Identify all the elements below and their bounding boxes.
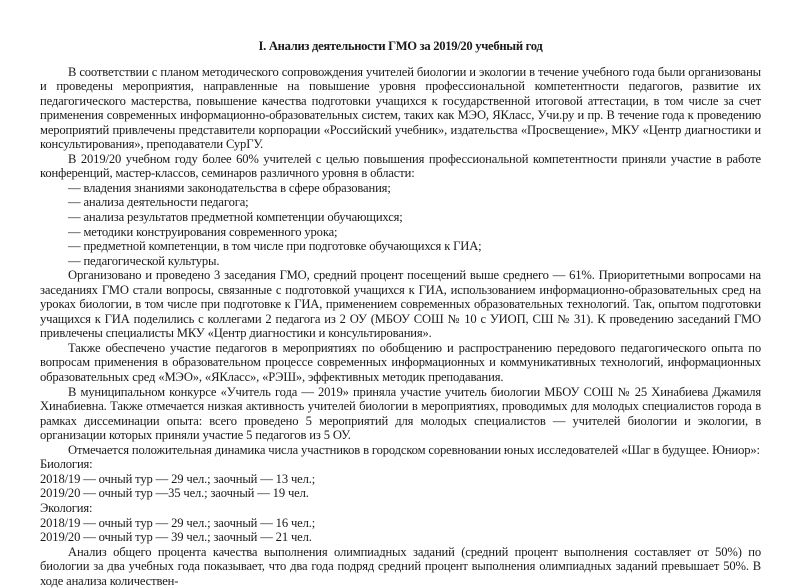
paragraph-step-to-future: Отмечается положительная динамика числа участников в городском соревновании юных исследователей «Шаг в будущее. Юниор»: [68, 442, 760, 457]
list-item: — предметной компетенции, в том числе при подготовке обучающихся к ГИА; [68, 239, 482, 254]
biology-label: Биология: [40, 457, 93, 472]
ecology-label: Экология: [40, 500, 93, 515]
paragraph-gmo-meetings: Организовано и проведено 3 заседания ГМО, средний процент посещений выше среднего — 61%. Приоритетными вопросами на заседаниях ГМО стали вопросы, связанные с подготовкой учащихся к ГИА, использованием информационно-образовательных сред на уроках биологии, в том числе при подготовке к ГИА, применением современных образовательных технологий. Так, опытом подготовки учащихся к ГИА поделились с коллегами 2 педагога из 2 ОУ (МБОУ СОШ № 10 с УИОП, СШ № 31). К проведению заседаний ГМО привлечены специалисты МКУ «Центр диагностики и консультирования». [40, 268, 761, 341]
ecology-line: 2019/20 — очный тур — 39 чел.; заочный — 21 чел. [40, 530, 312, 545]
section-title: I. Анализ деятельности ГМО за 2019/20 учебный год [258, 39, 543, 53]
paragraph-intro: В соответствии с планом методического сопровождения учителей биологии и экологии в течение учебного года были организованы и проведены мероприятия, направленные на повышение уровня профессиональной компетентности педагогов, развитие их педагогического мастерства, повышение качества подготовки учащихся к государственной итоговой аттестации, в том числе за счет применения современных информационно-образовательных систем, таких как МЭО, ЯКласс, Учи.ру и пр. В течение года к проведению мероприятий привлечены представители корпорации «Российский учебник», издательства «Просвещение», МКУ «Центр диагностики и консультирования», преподаватели СурГУ. [40, 64, 761, 152]
list-item: — владения знаниями законодательства в сфере образования; [68, 180, 391, 195]
paragraph-experience-sharing: Также обеспечено участие педагогов в мероприятиях по обобщению и распространению передового педагогического опыта по вопросам применения в образовательном процессе современных информационных и коммуникативных технологий, информационных образовательных сред «МЭО», «ЯКласс», «РЭШ», эффективных методик преподавания. [40, 340, 761, 385]
paragraph-teachers-participation: В 2019/20 учебном году более 60% учителей с целью повышения профессиональной компетентности приняли участие в работе конференций, мастер-классов, семинаров различного уровня в области: [40, 151, 761, 181]
paragraph-olympiad-analysis: Анализ общего процента качества выполнения олимпиадных заданий (средний процент выполнения составляет от 50%) по биологии за два учебных года показывает, что два года подряд средний процент выполнения олимпиадных заданий превышает 50%. В ходе анализа количествен- [40, 544, 761, 588]
document-page [40, 39, 761, 588]
list-item: — анализа деятельности педагога; [68, 195, 249, 210]
biology-line: 2018/19 — очный тур — 29 чел.; заочный — 13 чел.; [40, 471, 316, 486]
list-item: — методики конструирования современного урока; [68, 224, 338, 239]
biology-line: 2019/20 — очный тур —35 чел.; заочный — 19 чел. [40, 486, 309, 501]
ecology-line: 2018/19 — очный тур — 29 чел.; заочный — 16 чел.; [40, 515, 316, 530]
paragraph-teacher-of-year: В муниципальном конкурсе «Учитель года — 2019» приняла участие учитель биологии МБОУ СОШ № 25 Хинабиева Джамиля Хинабиевна. Также отмечается низкая активность учителей биологии в мероприятиях, проводимых для молодых специалистов города в рамках диссеминации опыта: всего проведено 5 мероприятий для молодых специалистов — учителей биологии и экологии, в организации которых приняли участие 5 педагогов из 5 ОУ. [40, 384, 761, 443]
list-item: — педагогической культуры. [68, 253, 220, 268]
list-item: — анализа результатов предметной компетенции обучающихся; [68, 210, 403, 225]
competence-list [40, 181, 761, 268]
